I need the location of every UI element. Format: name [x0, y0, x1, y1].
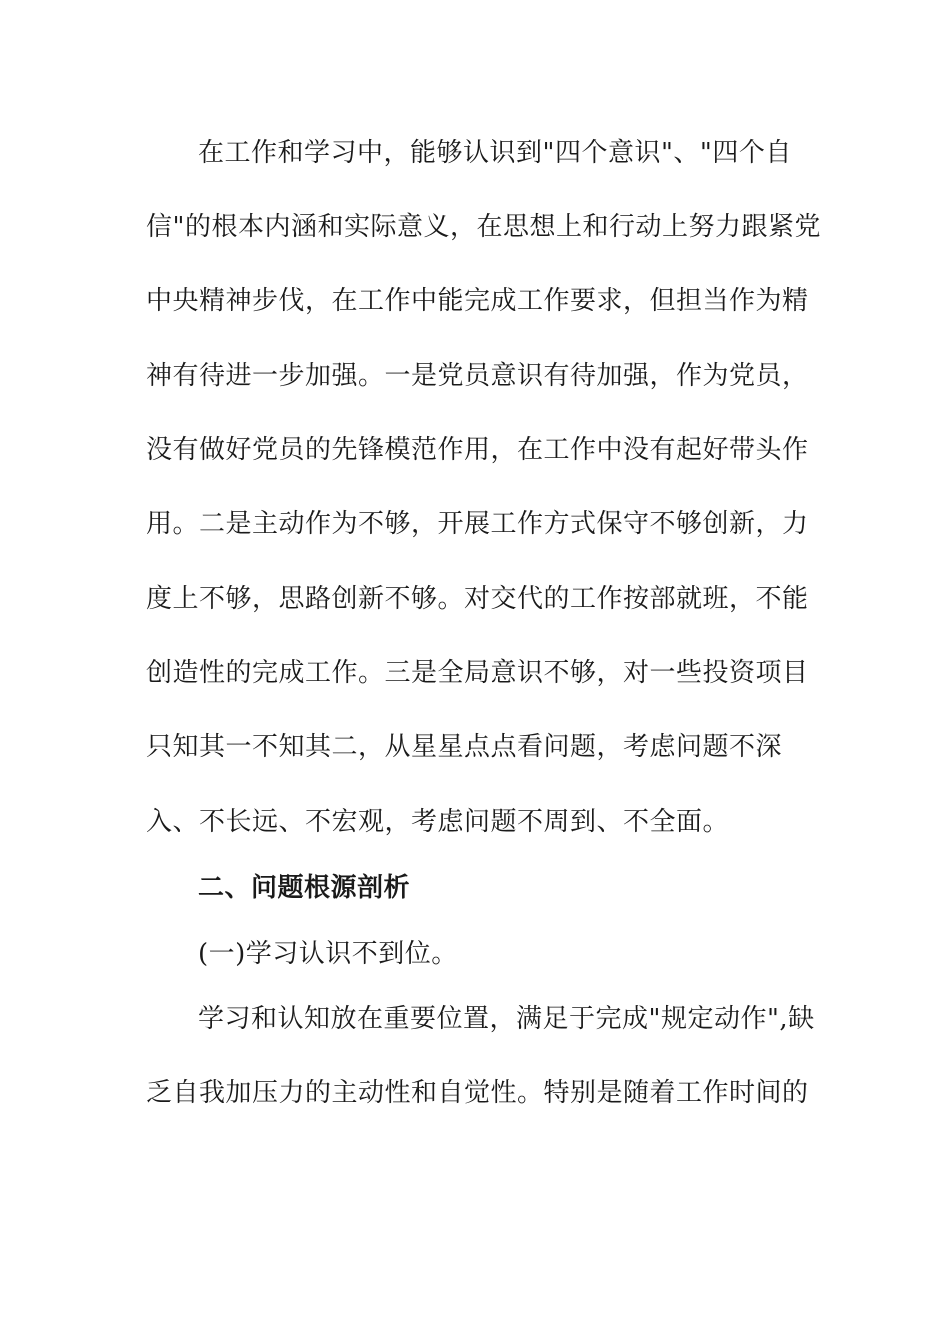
paragraph-1-line-6: 用。二是主动作为不够，开展工作方式保守不够创新，力: [146, 509, 809, 539]
paragraph-1-line-5: 没有做好党员的先锋模范作用，在工作中没有起好带头作: [146, 435, 809, 465]
subsection-heading: (一)学习认识不到位。: [198, 939, 458, 969]
paragraph-1-line-2: 信"的根本内涵和实际意义，在思想上和行动上努力跟紧党: [146, 212, 821, 242]
paragraph-1-line-9: 只知其一不知其二，从星星点点看问题，考虑问题不深: [146, 732, 783, 762]
paragraph-2-line-2: 乏自我加压力的主动性和自觉性。特别是随着工作时间的: [146, 1078, 809, 1108]
paragraph-1-line-8: 创造性的完成工作。三是全局意识不够，对一些投资项目: [146, 658, 809, 688]
paragraph-1-line-7: 度上不够，思路创新不够。对交代的工作按部就班，不能: [146, 584, 809, 614]
paragraph-2-line-1: 学习和认知放在重要位置，满足于完成"规定动作",缺: [198, 1004, 815, 1034]
paragraph-1-line-10: 入、不长远、不宏观，考虑问题不周到、不全面。: [146, 807, 730, 837]
section-heading: 二、问题根源剖析: [198, 873, 411, 903]
paragraph-1-line-3: 中央精神步伐，在工作中能完成工作要求，但担当作为精: [146, 286, 809, 316]
paragraph-1-line-4: 神有待进一步加强。一是党员意识有待加强，作为党员，: [146, 361, 809, 391]
paragraph-1-line-1: 在工作和学习中，能够认识到"四个意识"、"四个自: [198, 138, 792, 168]
